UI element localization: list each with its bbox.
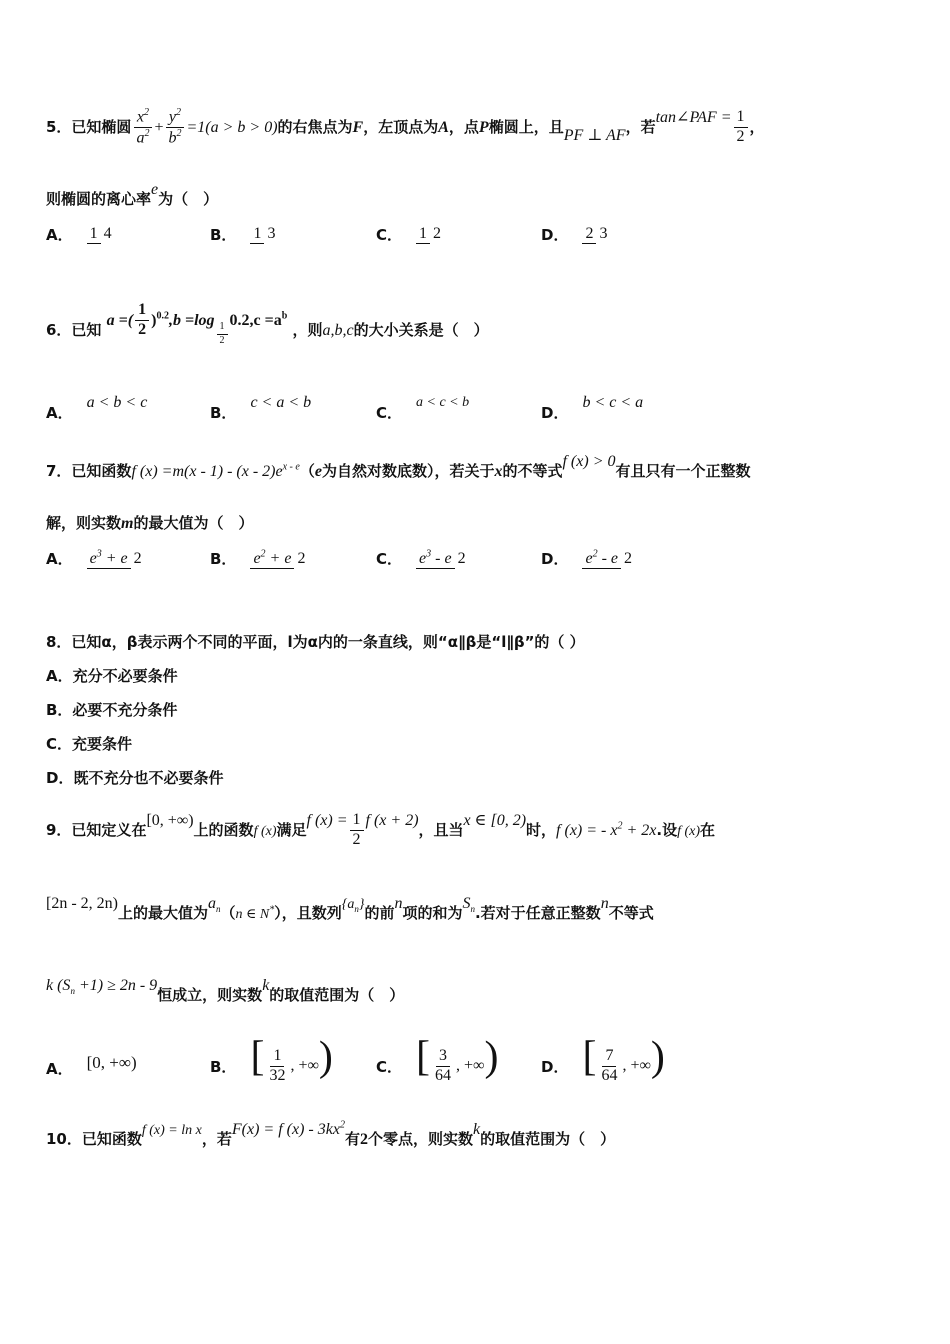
q9-line3: k $(S_n +1) \ge 2n - 9$恒成立，则实数k的取值范围为（ ） — [46, 977, 405, 1004]
q7-function: f (x) =m(x - 1) - (x - 2)e — [131, 463, 283, 480]
q9-line2: [2n - 2, 2n)上的最大值为$a_n(n$ ∈ N*），且数列$\{a_n\}$的前n项的和为$S_n$.若对于任意正整数n不等式 — [46, 895, 654, 922]
q5-tan: tan∠PAF = — [655, 109, 732, 127]
q7-line1: 7．已知函数f $(x) =m(x - 1) - (x - 2)e^{x - e}(e$为自然对数底数），若关于x的不等式f (x) > 0有且只有一个正整数 — [46, 453, 751, 480]
q8-option-c[interactable]: C．充要条件 — [46, 735, 133, 753]
q6-line1: 6．已知 a =( $\frac{1}{2}$ )$^{0.2}$,b =log $\frac{1}{2}$ $0.2,c =a^b$ ，则a,b,c的大小关系是（ ） — [46, 301, 489, 346]
q7-option-a[interactable]: A． $e^3 + e$ 2 — [46, 548, 142, 568]
q5-perp: PF ⊥ AF — [563, 127, 626, 145]
q7-line2: 解，则实数m的最大值为（ ） — [46, 514, 254, 532]
q10-number: 10．已知函数 — [46, 1130, 142, 1148]
q6-option-a[interactable]: A．a < b < c — [46, 393, 148, 422]
q6-number: 6．已知 — [46, 320, 102, 339]
q5-option-a[interactable]: A． 1 4 — [46, 225, 112, 244]
q9-option-d[interactable]: D． [ $\frac{7}{64}$ , +∞) — [541, 1034, 665, 1084]
q5-option-d[interactable]: D． 2 3 — [541, 225, 608, 244]
q5-option-c[interactable]: C． 1 2 — [376, 225, 442, 244]
q7-option-c[interactable]: C． $e^3$ - e 2 — [376, 548, 466, 568]
q9-line1: 9．已知定义在[0, +∞)上的函数f (x)满足f (x) = $\frac{1}{2}$ f (x + 2)，且当x ∈ [0, 2)时，f (x) = - $x^2 + 2x$.设f (x)在 — [46, 811, 716, 848]
q9-option-b[interactable]: B． [ $\frac{1}{32}$ , +∞) — [210, 1034, 333, 1084]
q5-number: 5．已知椭圆 — [46, 118, 132, 137]
q8-stem: 8．已知α，β表示两个不同的平面，l为α内的一条直线，则“α∥β是“l∥β”的（ ） — [46, 633, 585, 651]
q5-line2: 则椭圆的离心率e为（ ） — [46, 181, 219, 208]
q5-tan-frac: $\frac{1}{2}$ — [734, 109, 748, 146]
q6-option-d[interactable]: D．b < c < a — [541, 393, 644, 422]
q5-eq-rest: =1(a > b > 0) — [186, 119, 278, 137]
q9-number: 9．已知定义在 — [46, 820, 147, 839]
q10-line1: 10．已知函数f (x) = ln x，若F(x) = f $(x) - 3kx^2$有2个零点，则实数k的取值范围为（ ） — [46, 1119, 616, 1148]
q7-option-d[interactable]: D． $e^2$ - e 2 — [541, 548, 632, 568]
q6-option-c[interactable]: C．a < c < b — [376, 394, 470, 422]
q8-option-d[interactable]: D．既不充分也不必要条件 — [46, 769, 224, 787]
q8-option-b[interactable]: B．必要不充分条件 — [46, 701, 178, 719]
q9-option-c[interactable]: C． [ $\frac{3}{64}$ , +∞) — [376, 1034, 499, 1084]
q7-option-b[interactable]: B． $e^2 + e$ 2 — [210, 548, 306, 568]
q5-line1: 5．已知椭圆 $\frac{x^2}{a^2}$ + $\frac{y^2}{b^2}$ =1(a > b > 0)的右焦点为F，左顶点为A，点P椭圆上，且PF ⊥ AF，若tan∠PAF = $\frac{1}{2}$ ， — [46, 107, 765, 147]
q6-option-b[interactable]: B．c < a < b — [210, 393, 312, 422]
q8-option-a[interactable]: A．充分不必要条件 — [46, 667, 178, 685]
q7-number: 7．已知函数 — [46, 462, 132, 480]
q5-frac-y: $\frac{y^2}{b^2}$ — [165, 108, 184, 147]
q5-frac-x: $\frac{x^2}{a^2}$ — [133, 108, 152, 147]
q5-option-b[interactable]: B． 1 3 — [210, 225, 276, 244]
q9-option-a[interactable]: A． [0, +∞) — [46, 1052, 137, 1078]
